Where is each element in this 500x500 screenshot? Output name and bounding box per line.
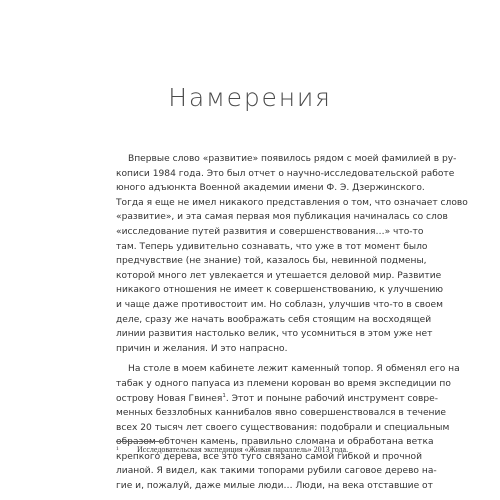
text-line: юного адъюнкта Военной академии имени Ф. Э. Дзержинского. [116,183,425,194]
text-line: и чаще даже противостоит им. Но соблазн, улучшив что-то в своем [116,299,443,310]
text-line: образом обточен камень, правильно сломана и обработана ветка [116,437,434,448]
text-fragment: . Этот и поныне рабочий инструмент совре- [225,393,438,404]
text-line: менных беззлобных каннибалов явно совершенствовался в течение [116,408,446,419]
text-line: табак у одного папуаса из племени корован во время экспедиции по [116,378,451,389]
text-line: «развитие», и эта самая первая моя публикация начиналась со слов [116,212,448,223]
paragraph-2 [116,362,460,493]
text-line: причин и желания. И это напрасно. [116,343,288,354]
text-line: крепкого дерева, все это туго связано самой гибкой и прочной [116,451,423,462]
text-line: Тогда я еще не имел никакого представления о том, что означает слово [116,197,468,208]
text-line: Впервые слово «развитие» появилось рядом с моей фамилией в ру- [128,154,457,164]
footnote-marker: 1 [116,446,119,452]
text-line: «исследование путей развития и совершенствования…» что-то [116,226,424,237]
text-line: там. Теперь удивительно сознавать, что уже в тот момент было [116,241,428,252]
chapter-title: Намерения [168,83,332,112]
text-line: лианой. Я видел, как такими топорами рубили саговое дерево на- [116,466,437,477]
text-line: гие и, пожалуй, даже милые люди… Люди, на века отставшие от [116,481,433,492]
text-line: На столе в моем кабинете лежит каменный топор. Я обменял его на [128,364,460,375]
text-line: всех 20 тысяч лет своего существования: подобрали и специальным [116,422,450,433]
text-line-with-footnote [116,392,438,407]
footnote-text: Исследовательская экспедиция «Живая параллель» 2013 года. [137,445,349,454]
text-line: которой много лет увлекается и утешается деловой мир. Развитие [116,270,442,281]
text-line: линии развития настолько велик, что усомниться в этом уже нет [116,329,433,340]
paragraph-1 [116,152,468,356]
text-line: никакого отношения не имеет к совершенствованию, к улучшению [116,285,444,296]
text-line: кописи 1984 года. Это был отчет о научно-исследовательской работе [116,168,455,179]
body-text [116,152,468,494]
footnote-reference[interactable]: 1 [222,392,226,399]
text-fragment: острову Новая Гвинея [116,393,223,404]
text-line: деле, сразу же начать воображать себя стоящим на восходящей [116,314,432,325]
footnote-divider [116,441,162,442]
text-line: предчувствие (не знание) той, казалось бы, невинной подмены, [116,256,427,267]
footnote [116,445,386,455]
